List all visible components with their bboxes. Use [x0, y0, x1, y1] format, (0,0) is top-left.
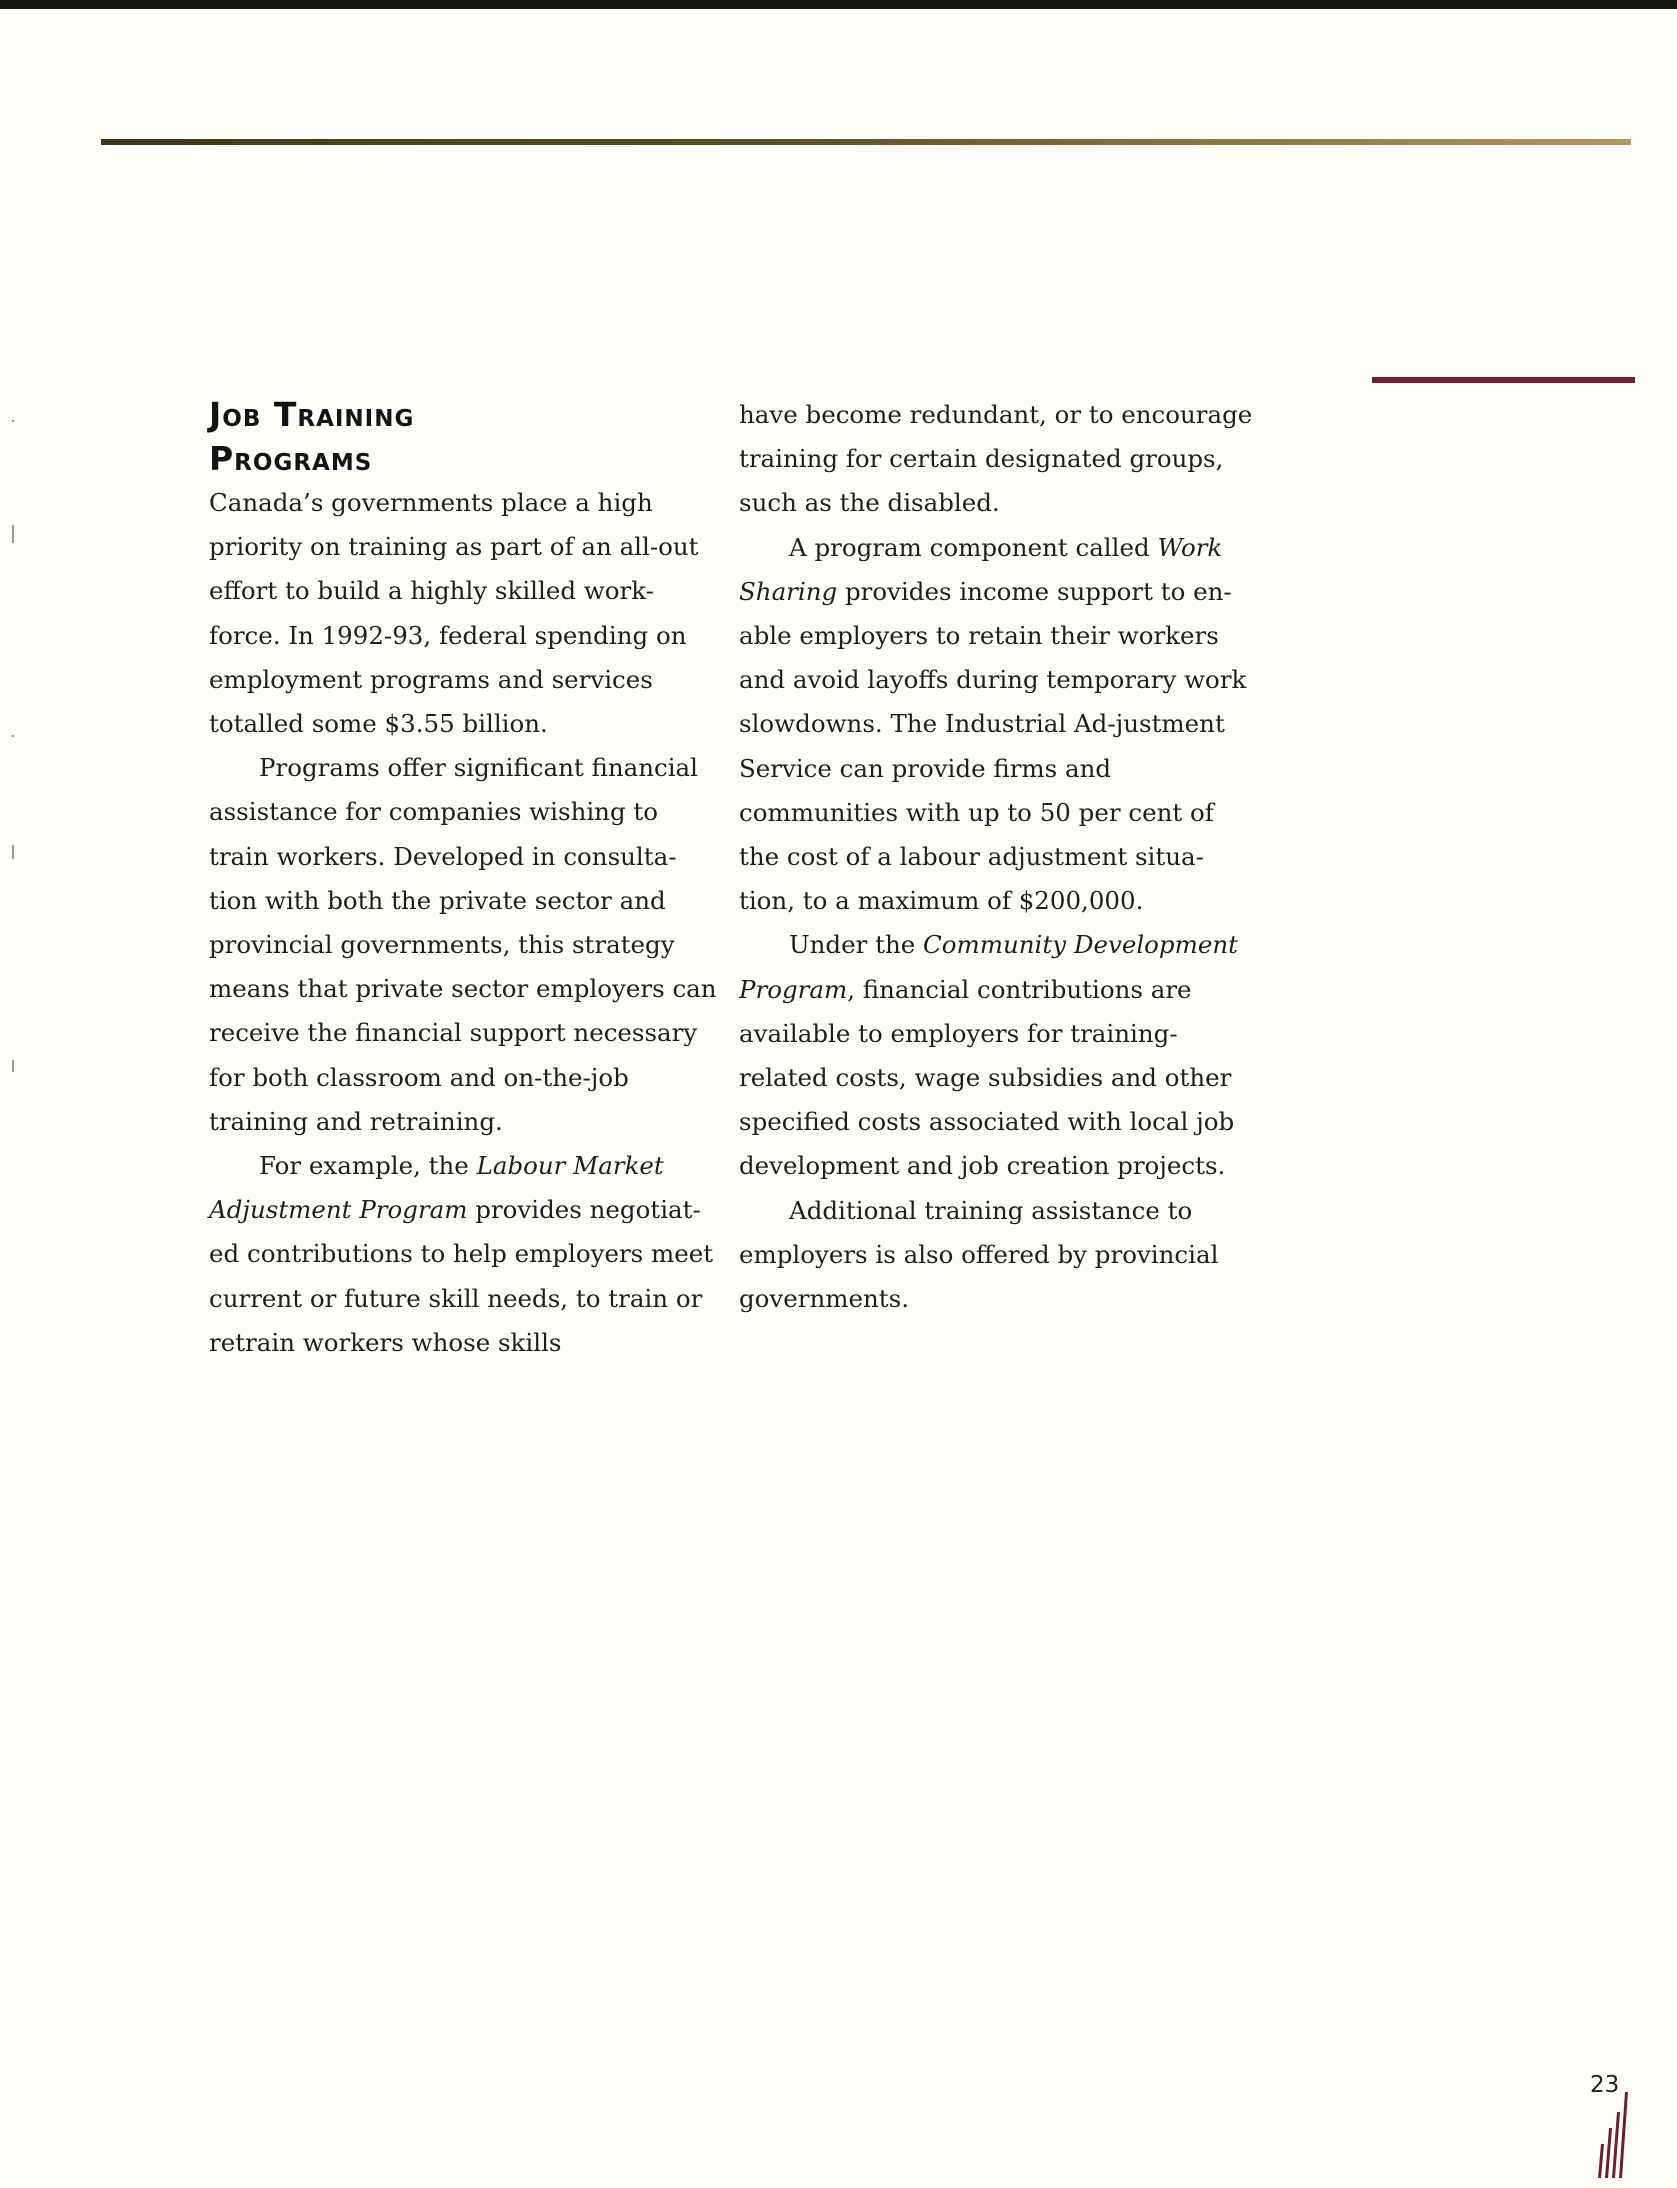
logo-bar: [1619, 2092, 1628, 2178]
top-edge-bar: [0, 0, 1677, 9]
paragraph-text: Under the: [789, 930, 924, 960]
spine-mark: [12, 1060, 14, 1072]
article-column-right: [739, 393, 1259, 1321]
paragraph: Additional training assistance to employers is also offered by provincial governments.: [739, 1195, 1219, 1314]
paragraph-text: A program component called: [789, 532, 1158, 562]
paragraph: [739, 923, 1259, 1188]
logo-bar: [1612, 2112, 1620, 2178]
spine-mark: [12, 525, 14, 543]
article-title-line2: Programs: [209, 439, 373, 478]
program-name: Labour Market Adjustment Program: [209, 1151, 664, 1225]
page-number: 23: [1590, 2072, 1620, 2098]
logo-bar: [1605, 2128, 1612, 2178]
header-rule: [101, 139, 1631, 145]
article-title: [209, 393, 719, 481]
paragraph-text: For example, the: [259, 1151, 477, 1181]
spine-mark: [12, 420, 14, 422]
program-name: Community Development Program: [739, 930, 1238, 1004]
paragraph: [739, 526, 1259, 924]
paragraph: [209, 1144, 719, 1365]
logo-bar: [1598, 2144, 1604, 2178]
paragraph-text: provides negotiat-ed contributions to help employers meet current or future skill needs, to train or retrain workers whose skills: [209, 1195, 714, 1357]
program-name: Work Sharing: [739, 532, 1223, 606]
paragraph: have become redundant, or to encourage training for certain designated groups, such as the disabled.: [739, 400, 1253, 518]
side-accent-rule: [1372, 377, 1635, 383]
spine-mark: [12, 845, 14, 859]
paragraph: Canada’s governments place a high priority on training as part of an all-out effort to build a highly skilled work-force. In 1992-93, federal spending on employment programs and services totalled some $3.55 billion.: [209, 488, 699, 739]
bar-chart-logo-icon: [1597, 2082, 1629, 2178]
paragraph-text: provides income support to en-able employers to retain their workers and avoid layoffs during temporary work slowdowns. The Industrial Ad-justment Service can provide firms and communities with up to 50 per cent of the cost of a labour adjustment situa-tion, to a maximum of $200,000.: [739, 576, 1247, 916]
article-column-left: [209, 393, 719, 1365]
article-title-line1: Job Training: [209, 395, 415, 434]
paragraph-text: , financial contributions are available to employers for training-related costs, wage subsidies and other specified costs associated with local job development and job creation projects.: [739, 974, 1235, 1181]
spine-mark: [12, 735, 14, 737]
paragraph: Programs offer significant financial assistance for companies wishing to train workers. Developed in consulta-tion with both the private sector and provincial governments, this strategy means that private sector employers can receive the financial support necessary for both classroom and on-the-job training and retraining.: [209, 753, 717, 1136]
